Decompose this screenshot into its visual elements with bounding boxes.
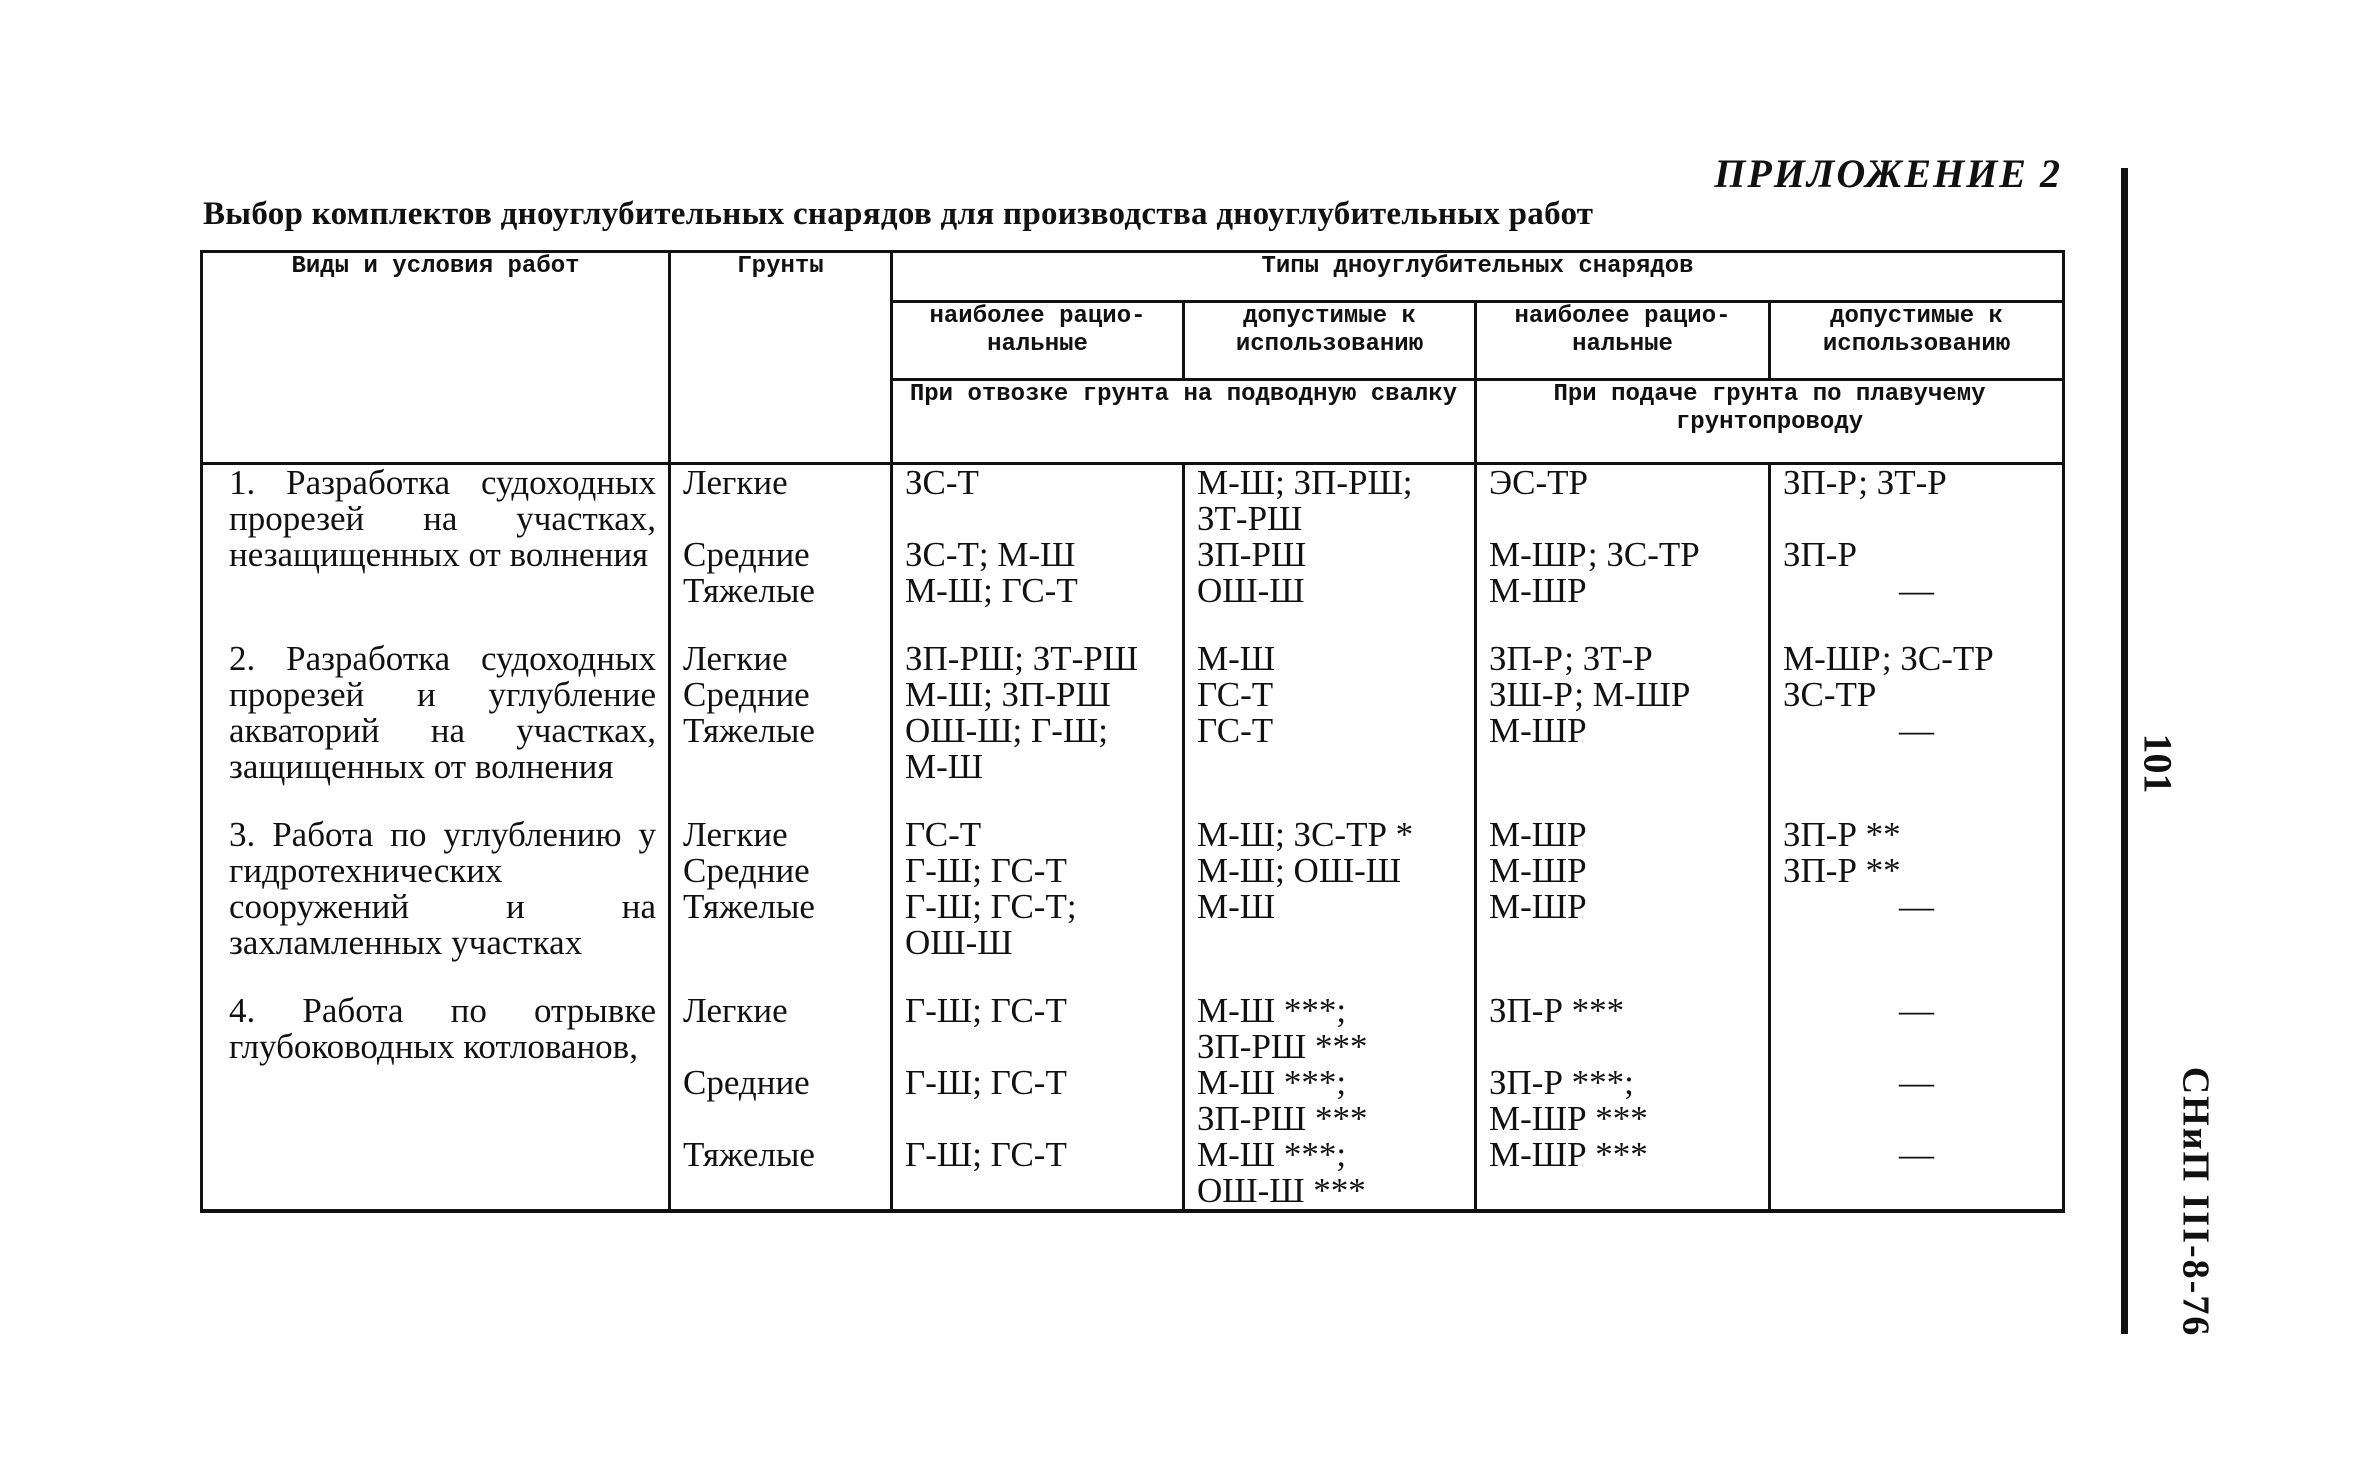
rational-dump-value: ОШ-Ш; Г-Ш; — [905, 711, 1108, 750]
rational-pipe-value: М-ШР; ЗС-ТР — [1489, 535, 1700, 574]
margin-rule — [2121, 168, 2128, 1334]
rational-dump-cell — [892, 464, 1184, 610]
allowed-dump-value: М-Ш; ОШ-Ш — [1197, 851, 1402, 890]
rational-pipe-value: М-ШР — [1489, 887, 1587, 926]
works-cell — [202, 993, 670, 1211]
header-allowed-pipe: допустимые к использованию — [1770, 302, 2064, 380]
rational-dump-value — [905, 1029, 1170, 1065]
rational-dump-value: Г-Ш; ГС-Т — [905, 1135, 1067, 1174]
works-cell — [202, 464, 670, 610]
soils-cell — [670, 993, 892, 1211]
rational-dump-value: ЗС-Т — [905, 463, 979, 502]
rational-pipe-value: М-ШР — [1489, 711, 1587, 750]
allowed-pipe-value: — — [1899, 991, 1934, 1030]
rational-dump-cell — [892, 817, 1184, 961]
allowed-dump-value: М-Ш — [1197, 887, 1276, 926]
dredger-selection-table — [200, 250, 2065, 1213]
allowed-pipe-value: — — [1899, 711, 1934, 750]
table-body — [202, 464, 2064, 1212]
page-number: 101 — [2135, 733, 2181, 794]
rational-dump-cell — [892, 641, 1184, 785]
soils-value: Тяжелые — [683, 1135, 815, 1174]
allowed-pipe-value: — — [1899, 1063, 1934, 1102]
allowed-dump-value: ГС-Т — [1197, 711, 1274, 750]
allowed-dump-value: ОШ-Ш — [1197, 571, 1305, 610]
rational-pipe-value: М-ШР *** — [1489, 1099, 1648, 1138]
allowed-dump-value: ЗТ-РШ — [1197, 499, 1303, 538]
allowed-pipe-cell — [1770, 464, 2064, 610]
allowed-dump-value: М-Ш ***; — [1197, 991, 1347, 1030]
allowed-dump-value: ОШ-Ш *** — [1197, 1171, 1366, 1210]
rational-dump-value: Г-Ш; ГС-Т — [905, 851, 1067, 890]
row-spacer — [202, 785, 2064, 817]
allowed-dump-cell — [1184, 464, 1476, 610]
allowed-pipe-value — [1783, 1029, 2050, 1065]
rational-dump-value: ЗП-РШ; ЗТ-РШ — [905, 639, 1139, 678]
rational-dump-value: Г-Ш; ГС-Т — [905, 991, 1067, 1030]
header-dredger-types: Типы дноуглубительных снарядов — [892, 252, 2064, 302]
rational-dump-value: М-Ш; ГС-Т — [905, 571, 1078, 610]
rational-dump-cell — [892, 993, 1184, 1211]
rational-dump-value: М-Ш — [905, 747, 984, 786]
allowed-dump-value: М-Ш ***; — [1197, 1063, 1347, 1102]
rational-pipe-value: М-ШР — [1489, 815, 1587, 854]
allowed-pipe-value: — — [1899, 571, 1934, 610]
allowed-pipe-value: М-ШР; ЗС-ТР — [1783, 639, 1994, 678]
rational-dump-value: ОШ-Ш — [905, 923, 1013, 962]
document-title: Выбор комплектов дноуглубительных снарядов для производства дноуглубительных работ — [203, 196, 1594, 232]
works-text: 1. Разработка судоходных прорезей на участках, незащищенных от волнения — [229, 463, 656, 574]
allowed-pipe-value: — — [1899, 887, 1934, 926]
rational-pipe-value: ЗП-Р *** — [1489, 991, 1625, 1030]
rational-dump-value: ЗС-Т; М-Ш — [905, 535, 1076, 574]
rational-pipe-cell — [1476, 641, 1770, 785]
allowed-dump-cell — [1184, 817, 1476, 961]
row-spacer — [202, 961, 2064, 993]
table-row — [202, 993, 2064, 1211]
soils-value: Легкие — [683, 991, 788, 1030]
rational-pipe-cell — [1476, 817, 1770, 961]
soils-value: Средние — [683, 535, 810, 574]
allowed-pipe-value — [1783, 501, 2050, 537]
allowed-dump-value: М-Ш ***; — [1197, 1135, 1347, 1174]
works-cell — [202, 641, 670, 785]
allowed-dump-value: ЗП-РШ *** — [1197, 1027, 1368, 1066]
rational-pipe-value: ЭС-ТР — [1489, 463, 1588, 502]
rational-pipe-value — [1489, 1029, 1756, 1065]
rational-pipe-cell — [1476, 464, 1770, 610]
header-soils: Грунты — [670, 252, 892, 464]
allowed-dump-cell — [1184, 993, 1476, 1211]
rational-pipe-cell — [1476, 993, 1770, 1211]
allowed-pipe-cell — [1770, 641, 2064, 785]
works-cell — [202, 817, 670, 961]
soils-value: Легкие — [683, 463, 788, 502]
soils-value: Тяжелые — [683, 571, 815, 610]
table-row — [202, 817, 2064, 961]
rational-dump-value: ГС-Т — [905, 815, 982, 854]
rational-dump-value: М-Ш; ЗП-РШ — [905, 675, 1111, 714]
soils-value: Легкие — [683, 639, 788, 678]
table-row — [202, 464, 2064, 610]
rational-pipe-value — [1489, 501, 1756, 537]
soils-value: Тяжелые — [683, 887, 815, 926]
soils-cell — [670, 817, 892, 961]
header-pipe: При подаче грунта по плавучему грунтопроводу — [1476, 380, 2064, 464]
rational-pipe-value: ЗП-Р ***; — [1489, 1063, 1634, 1102]
header-rational-pipe: наиболее рацио-нальные — [1476, 302, 1770, 380]
allowed-pipe-cell — [1770, 993, 2064, 1211]
allowed-dump-value: ЗП-РШ *** — [1197, 1099, 1368, 1138]
works-text: 4. Работа по отрывке глубоководных котлованов, — [229, 991, 656, 1066]
rational-dump-value — [905, 501, 1170, 537]
soils-value: Средние — [683, 675, 810, 714]
soils-value: Средние — [683, 1063, 810, 1102]
allowed-dump-value: ГС-Т — [1197, 675, 1274, 714]
header-dump: При отвозке грунта на подводную свалку — [892, 380, 1476, 464]
allowed-pipe-value: ЗП-Р ** — [1783, 851, 1901, 890]
soils-value — [683, 501, 878, 537]
allowed-pipe-value: ЗП-Р; ЗТ-Р — [1783, 463, 1947, 502]
rational-pipe-value: М-ШР — [1489, 851, 1587, 890]
soils-value: Легкие — [683, 815, 788, 854]
rational-dump-value: Г-Ш; ГС-Т; — [905, 887, 1077, 926]
rational-pipe-value: М-ШР — [1489, 571, 1587, 610]
header-allowed-dump: допустимые к использованию — [1184, 302, 1476, 380]
rational-pipe-value: М-ШР *** — [1489, 1135, 1648, 1174]
table-row — [202, 641, 2064, 785]
rational-pipe-value: ЗП-Р; ЗТ-Р — [1489, 639, 1653, 678]
header-works: Виды и условия работ — [202, 252, 670, 464]
document-code: СНиП III-8-76 — [2174, 1066, 2217, 1338]
header-rational-dump: наиболее рацио-нальные — [892, 302, 1184, 380]
allowed-pipe-cell — [1770, 817, 2064, 961]
rational-pipe-value: ЗШ-Р; М-ШР — [1489, 675, 1691, 714]
allowed-dump-value: ЗП-РШ — [1197, 535, 1307, 574]
allowed-dump-value: М-Ш; ЗП-РШ; — [1197, 463, 1413, 502]
soils-cell — [670, 464, 892, 610]
allowed-pipe-value: ЗП-Р — [1783, 535, 1857, 574]
allowed-pipe-value: — — [1899, 1135, 1934, 1174]
allowed-pipe-value: ЗС-ТР — [1783, 675, 1877, 714]
rational-dump-value: Г-Ш; ГС-Т — [905, 1063, 1067, 1102]
allowed-pipe-value: ЗП-Р ** — [1783, 815, 1901, 854]
allowed-pipe-value — [1783, 1101, 2050, 1137]
soils-value — [683, 1029, 878, 1065]
appendix-label: ПРИЛОЖЕНИЕ 2 — [1714, 151, 2062, 196]
soils-value: Средние — [683, 851, 810, 890]
row-spacer — [202, 609, 2064, 641]
works-text: 3. Работа по углублению у гидротехнических сооружений и на захламленных участках — [229, 815, 656, 962]
rational-dump-value — [905, 1101, 1170, 1137]
allowed-dump-value: М-Ш; ЗС-ТР * — [1197, 815, 1414, 854]
soils-value — [683, 1101, 878, 1137]
allowed-dump-cell — [1184, 641, 1476, 785]
soils-value: Тяжелые — [683, 711, 815, 750]
soils-cell — [670, 641, 892, 785]
allowed-dump-value: М-Ш — [1197, 639, 1276, 678]
works-text: 2. Разработка судоходных прорезей и углубление акваторий на участках, защищенных от волнения — [229, 639, 656, 786]
